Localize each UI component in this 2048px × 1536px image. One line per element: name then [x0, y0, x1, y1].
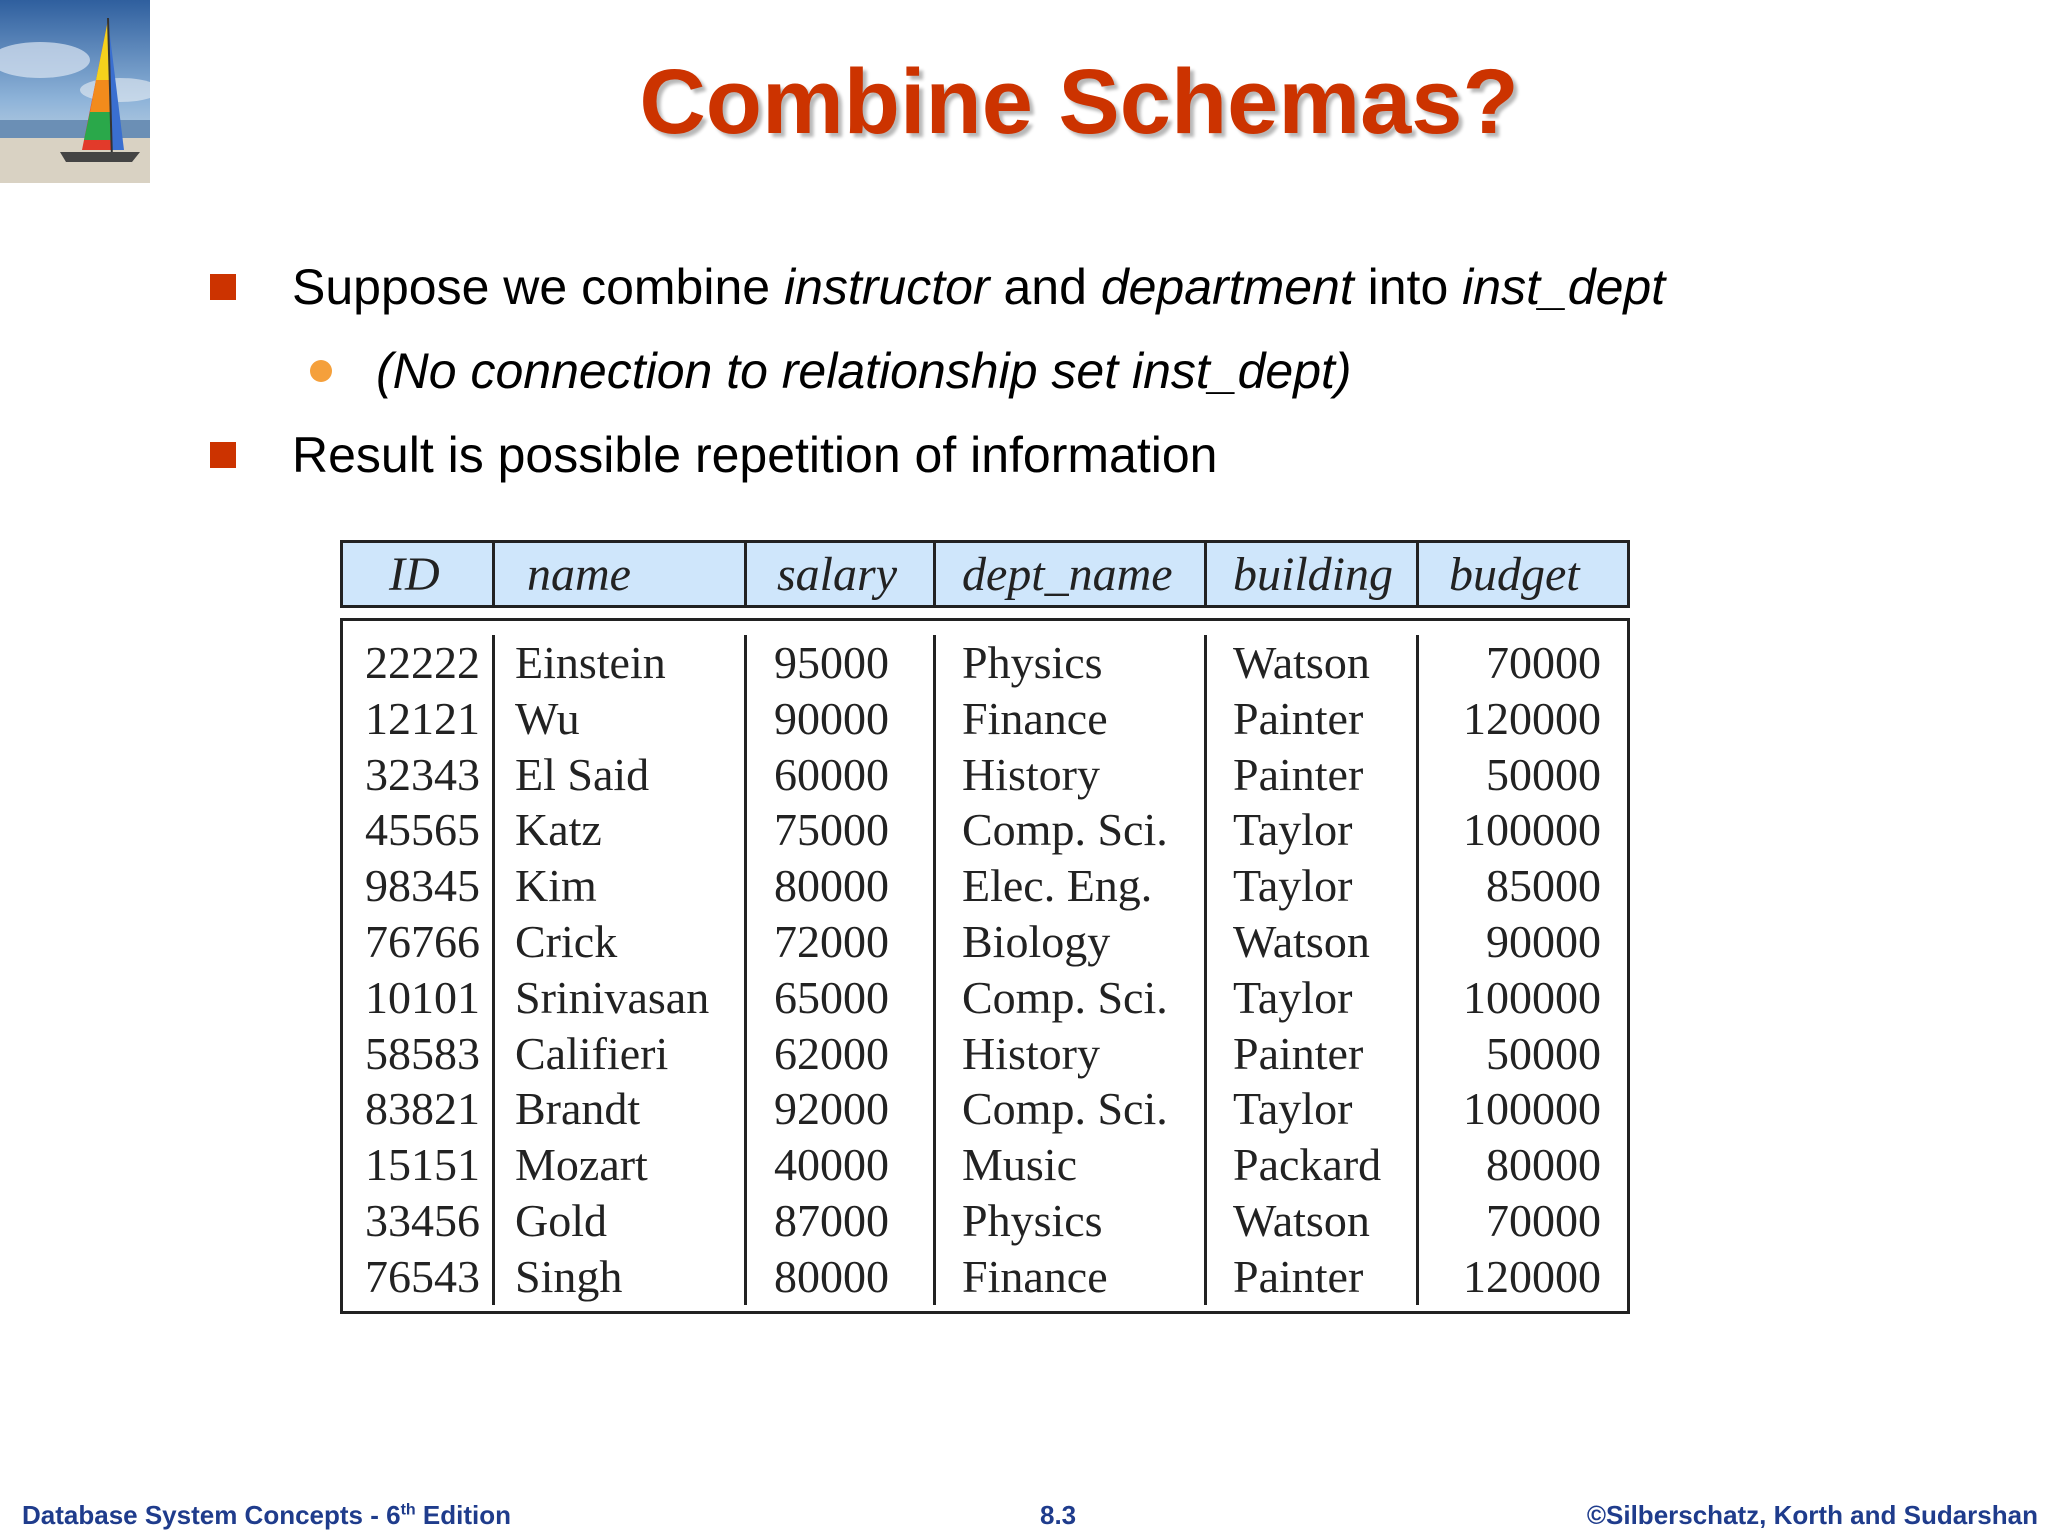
- subbullet-text: (No connection to relationship set inst_dept): [376, 343, 1352, 399]
- table-cell: Painter: [1233, 692, 1364, 744]
- table-cell: 76766: [365, 915, 480, 967]
- table-cell: 12121: [365, 692, 480, 744]
- table-cell: 83821: [365, 1083, 480, 1135]
- table-cell: 22222: [365, 637, 480, 688]
- table-cell: 90000: [774, 692, 889, 744]
- table-cell: 70000: [1486, 1194, 1601, 1246]
- table-cell: 100000: [1463, 804, 1601, 856]
- table-cell: 100000: [1463, 971, 1601, 1023]
- table-cell: Watson: [1233, 915, 1370, 967]
- table-cell: Brandt: [515, 1083, 641, 1135]
- column-dept-name: [936, 635, 1207, 1305]
- table-cell: Crick: [515, 915, 618, 967]
- table-cell: 87000: [774, 1194, 889, 1246]
- table-cell: 120000: [1463, 1250, 1601, 1302]
- bullet-repetition: [210, 426, 1217, 484]
- table-cell: 95000: [774, 637, 889, 688]
- table-cell: Watson: [1233, 1194, 1370, 1246]
- table-cell: Comp. Sci.: [962, 1083, 1168, 1135]
- table-cell: Comp. Sci.: [962, 804, 1168, 856]
- bullet-combine: [210, 258, 1665, 316]
- header-building: building: [1207, 543, 1419, 605]
- header-dept-name: dept_name: [936, 543, 1207, 605]
- table-cell: Califieri: [515, 1027, 669, 1079]
- table-cell: Physics: [962, 637, 1103, 688]
- table-cell: History: [962, 748, 1100, 800]
- table-cell: Elec. Eng.: [962, 860, 1153, 912]
- header-salary: salary: [747, 543, 936, 605]
- subbullet-no-connection: [310, 342, 1352, 400]
- bullet-text: Result is possible repetition of information: [292, 427, 1218, 483]
- table-cell: 92000: [774, 1083, 889, 1135]
- slide-title: Combine Schemas?: [639, 51, 1519, 153]
- square-bullet-icon: [210, 274, 236, 300]
- table-cell: Comp. Sci.: [962, 971, 1168, 1023]
- table-cell: Taylor: [1233, 1083, 1353, 1135]
- header-id: ID: [343, 543, 495, 605]
- column-building: [1207, 635, 1419, 1305]
- footer-copyright: ©Silberschatz, Korth and Sudarshan: [1586, 1500, 2038, 1530]
- table-cell: Music: [962, 1139, 1077, 1191]
- table-cell: 70000: [1486, 637, 1601, 688]
- table-cell: 72000: [774, 915, 889, 967]
- table-cell: 85000: [1486, 860, 1601, 912]
- table-cell: Taylor: [1233, 971, 1353, 1023]
- table-cell: Kim: [515, 860, 597, 912]
- footer-page-number: 8.3: [1040, 1500, 1077, 1530]
- table-cell: 75000: [774, 804, 889, 856]
- table-cell: 62000: [774, 1027, 889, 1079]
- table-cell: Physics: [962, 1194, 1103, 1246]
- table-cell: 40000: [774, 1139, 889, 1191]
- bullet-text: Suppose we combine instructor and department into inst_dept: [292, 259, 1666, 315]
- table-cell: Taylor: [1233, 860, 1353, 912]
- table-cell: 80000: [1486, 1139, 1601, 1191]
- table-cell: Wu: [515, 692, 580, 744]
- table-cell: Finance: [962, 692, 1108, 744]
- table-cell: 60000: [774, 748, 889, 800]
- table-cell: Finance: [962, 1250, 1108, 1302]
- table-cell: Einstein: [515, 637, 666, 688]
- table-cell: 15151: [365, 1139, 480, 1191]
- table-cell: Biology: [962, 915, 1111, 967]
- table-cell: 80000: [774, 860, 889, 912]
- table-cell: Gold: [515, 1194, 607, 1246]
- column-budget: [1419, 635, 1633, 1305]
- header-name: name: [495, 543, 747, 605]
- table-cell: 10101: [365, 971, 480, 1023]
- table-cell: History: [962, 1027, 1100, 1079]
- table-header-row: [340, 540, 1630, 608]
- table-cell: 50000: [1486, 748, 1601, 800]
- dot-bullet-icon: [310, 360, 332, 382]
- table-cell: Srinivasan: [515, 971, 710, 1023]
- table-cell: 100000: [1463, 1083, 1601, 1135]
- footer-course-title: Database System Concepts - 6th Edition: [22, 1500, 512, 1530]
- table-cell: 33456: [365, 1194, 480, 1246]
- column-salary: [747, 635, 936, 1305]
- table-cell: 90000: [1486, 915, 1601, 967]
- table-cell: Painter: [1233, 748, 1364, 800]
- table-cell: El Said: [515, 748, 650, 800]
- table-cell: Painter: [1233, 1027, 1364, 1079]
- table-cell: 45565: [365, 804, 480, 856]
- table-cell: Watson: [1233, 637, 1370, 688]
- table-cell: 50000: [1486, 1027, 1601, 1079]
- table-cell: 80000: [774, 1250, 889, 1302]
- table-cell: 120000: [1463, 692, 1601, 744]
- table-cell: Taylor: [1233, 804, 1353, 856]
- square-bullet-icon: [210, 442, 236, 468]
- table-cell: Singh: [515, 1250, 623, 1302]
- header-budget: budget: [1449, 547, 1580, 601]
- table-cell: 98345: [365, 860, 480, 912]
- table-cell: 76543: [365, 1250, 480, 1302]
- table-cell: Mozart: [515, 1139, 648, 1191]
- table-cell: Painter: [1233, 1250, 1364, 1302]
- table-cell: 32343: [365, 748, 480, 800]
- table-body: [340, 618, 1630, 1314]
- inst-dept-table: [340, 540, 1630, 1314]
- column-id: [343, 635, 495, 1305]
- table-cell: Katz: [515, 804, 602, 856]
- table-cell: 58583: [365, 1027, 480, 1079]
- table-cell: Packard: [1233, 1139, 1382, 1191]
- column-name: [495, 635, 747, 1305]
- table-cell: 65000: [774, 971, 889, 1023]
